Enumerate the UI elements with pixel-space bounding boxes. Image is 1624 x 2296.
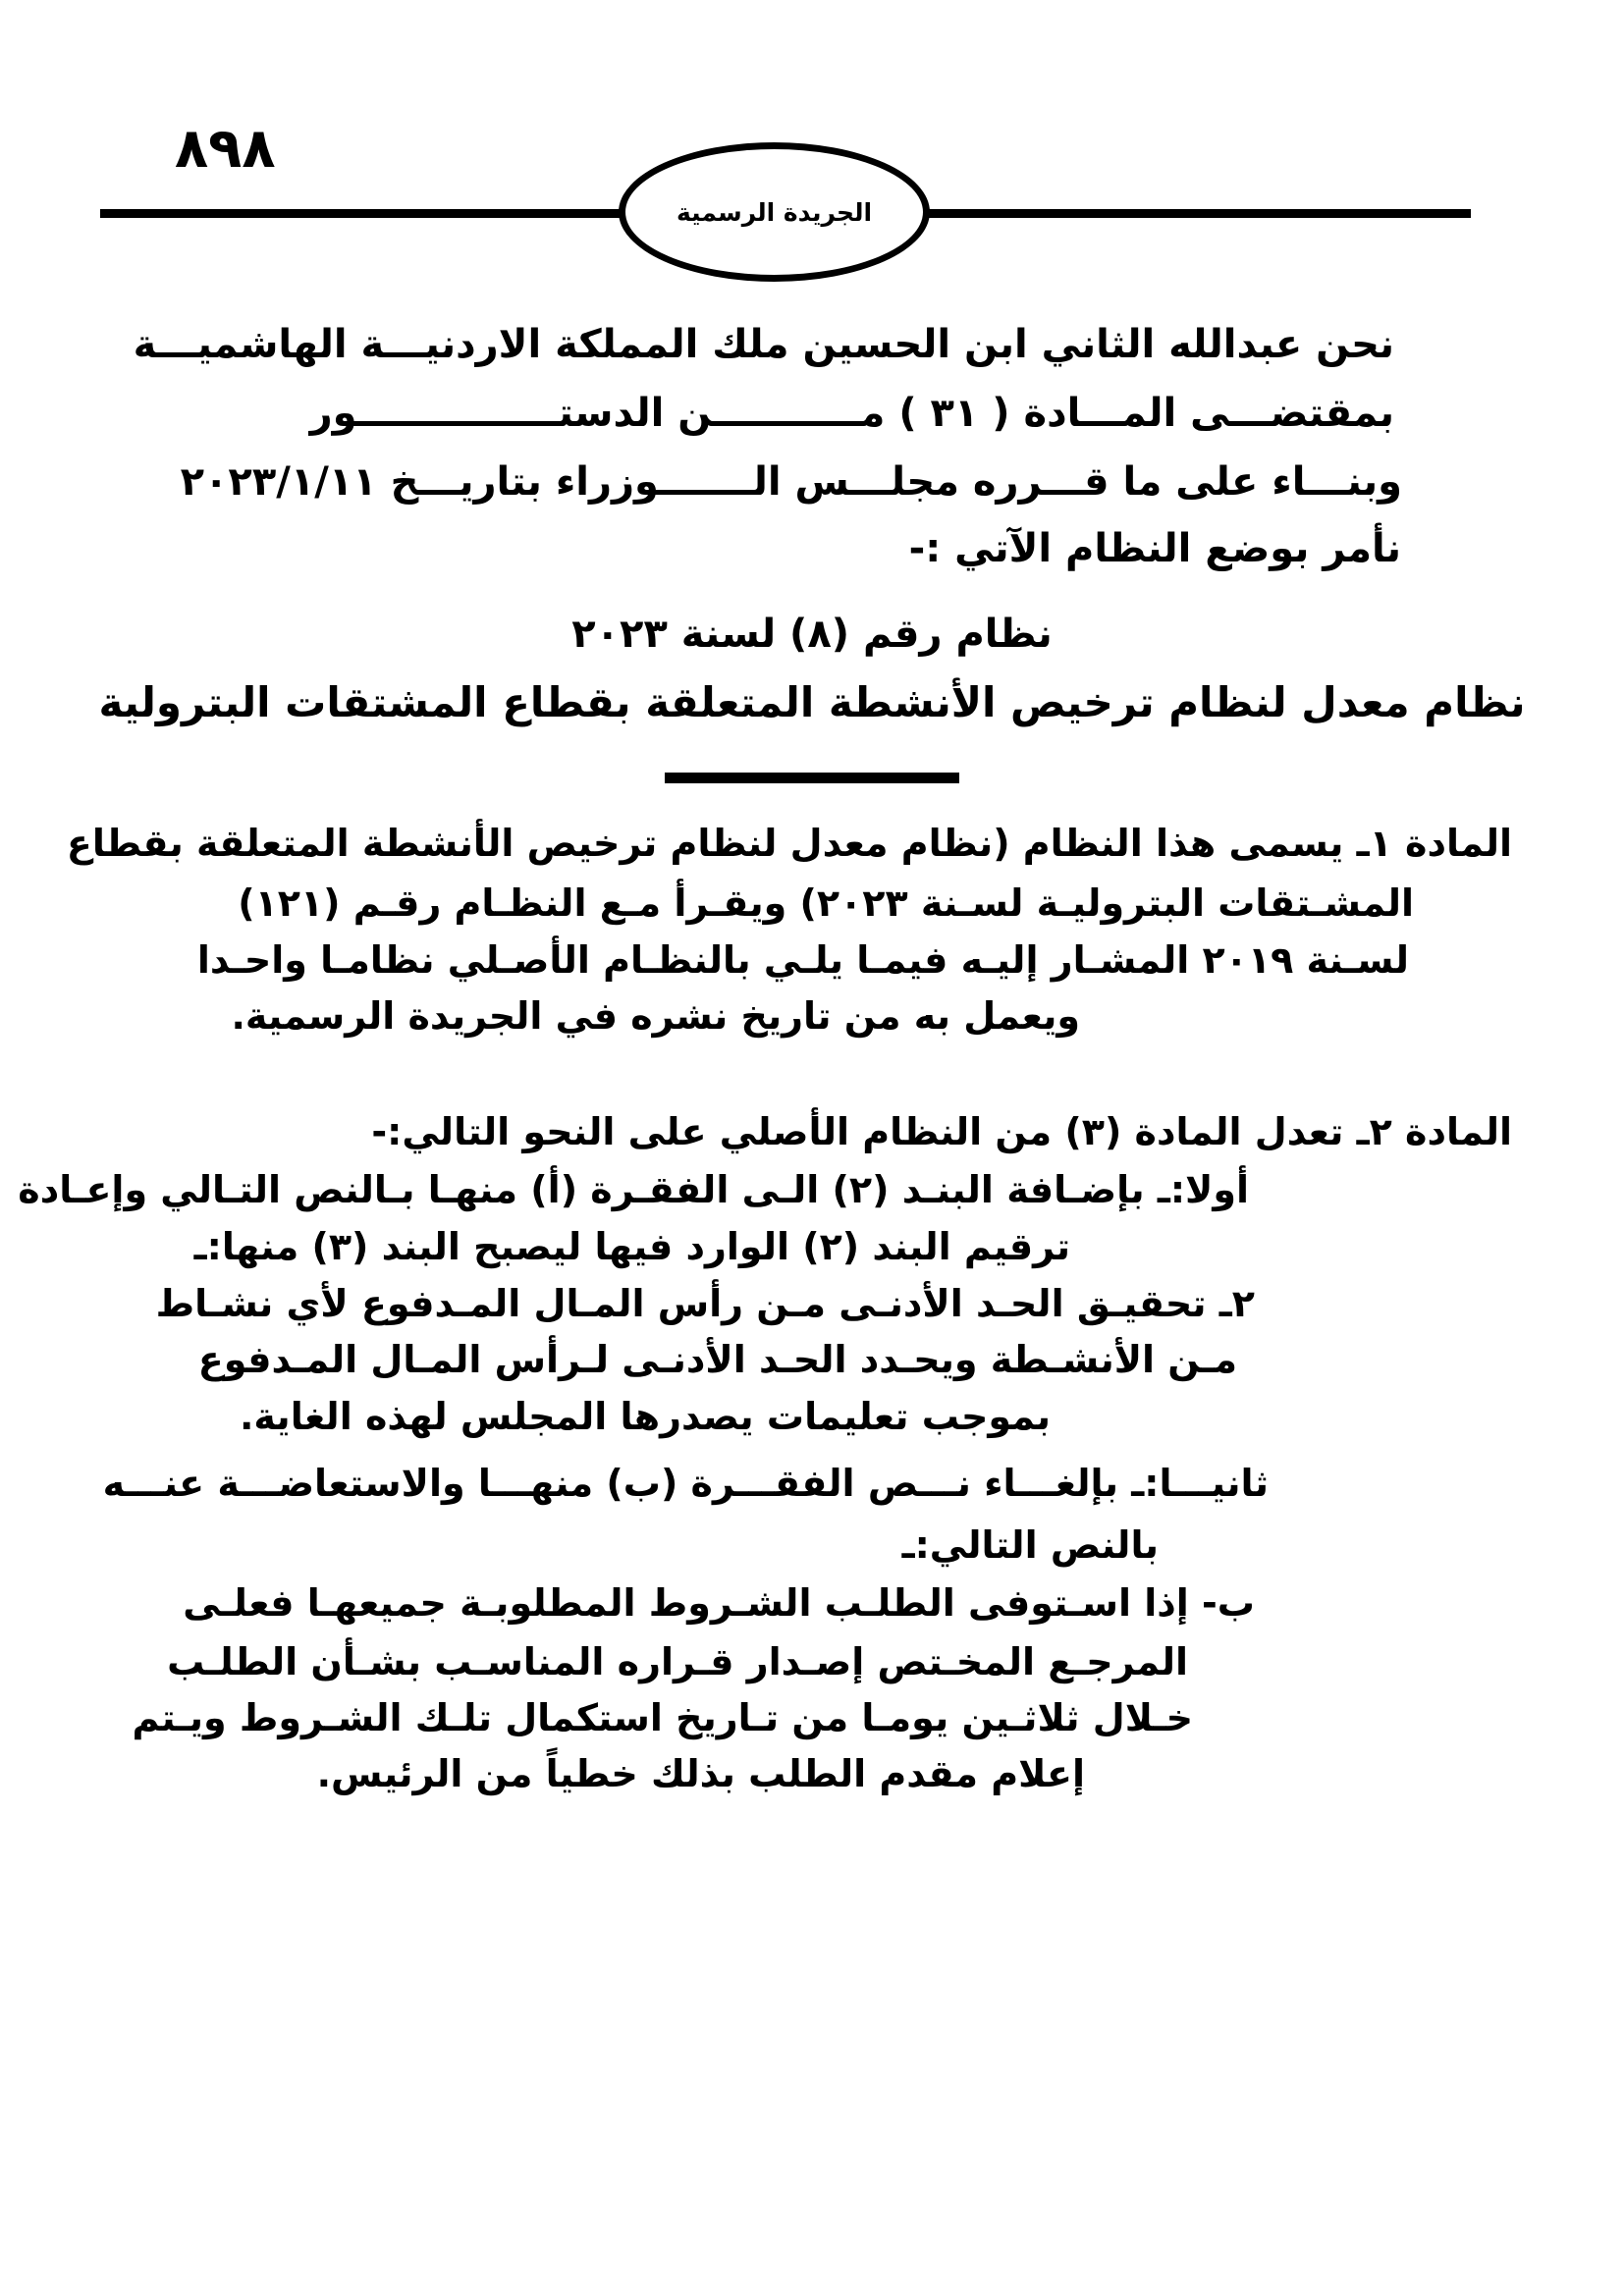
article2-second-line-2: بالنص التالي:ـ bbox=[901, 1523, 1159, 1567]
article1-line-2: المشـتقات البتروليـة لسـنة ٢٠٢٣) ويقـرأ مـع النظـام رقـم (١٢١) bbox=[238, 881, 1414, 925]
article2-intro: المادة ٢ـ تعدل المادة (٣) من النظام الأصلي على النحو التالي:- bbox=[371, 1110, 1512, 1153]
article1-line-1: المادة ١ـ يسمى هذا النظام (نظام معدل لنظام ترخيص الأنشطة المتعلقة بقطاع bbox=[66, 822, 1512, 865]
article2-first-line-2: ترقيم البند (٢) الوارد فيها ليصبح البند (٣) منها:ـ bbox=[193, 1225, 1070, 1268]
article2-first-line-1: أولا:ـ بإضـافة البنـد (٢) الـى الفقـرة (أ) منهـا بـالنص التـالي وإعـادة bbox=[18, 1168, 1249, 1211]
article2-clauseb-line-1: ب- إذا اسـتوفى الطلـب الشـروط المطلوبـة جميعهـا فعلـى bbox=[183, 1581, 1255, 1625]
article1-line-3: لسـنة ٢٠١٩ المشـار إليـه فيمـا يلـي بالنظـام الأصـلي نظامـا واحـدا bbox=[196, 938, 1409, 982]
article2-item2-line-3: بموجب تعليمات يصدرها المجلس لهذه الغاية. bbox=[239, 1395, 1051, 1438]
article1-line-4: ويعمل به من تاريخ نشره في الجريدة الرسمية. bbox=[231, 994, 1080, 1038]
title-divider bbox=[665, 773, 959, 783]
article2-item2-line-2: مـن الأنشـطة ويحـدد الحـد الأدنـى لـرأس المـال المـدفوع bbox=[197, 1338, 1237, 1381]
decree-title-line-1: نظام رقم (٨) لسنة ٢٠٢٣ bbox=[571, 612, 1053, 657]
article2-second-line-1: ثانيـــا:ـ بإلغـــاء نـــص الفقـــرة (ب) منهـــا والاستعاضـــة عنـــه bbox=[102, 1462, 1269, 1505]
article2-clauseb-line-4: إعلام مقدم الطلب بذلك خطياً من الرئيس. bbox=[316, 1752, 1085, 1795]
preamble-line-3: وبنـــاء على ما قـــرره مجلـــس الـــــــوزراء بتاريـــخ ٢٠٢٣/١/١١ bbox=[180, 459, 1402, 505]
preamble-line-1: نحن عبدالله الثاني ابن الحسين ملك المملكة الاردنيـــة الهاشميـــة bbox=[133, 322, 1394, 367]
preamble-line-4: نأمر بوضع النظام الآتي :- bbox=[908, 526, 1401, 571]
gazette-title: الجريدة الرسمية bbox=[676, 197, 873, 227]
article2-item2-line-1: ٢ـ تحقيـق الحـد الأدنـى مـن رأس المـال المـدفوع لأي نشـاط bbox=[155, 1282, 1255, 1325]
page-number: ٨٩٨ bbox=[175, 117, 276, 181]
article2-clauseb-line-3: خـلال ثلاثـين يومـا من تـاريخ استكمال تلـك الشـروط ويـتم bbox=[132, 1696, 1193, 1739]
gazette-seal-oval bbox=[619, 142, 930, 282]
article2-clauseb-line-2: المرجـع المخـتص إصـدار قـراره المناسـب بشـأن الطلـب bbox=[167, 1640, 1188, 1683]
preamble-line-2: بمقتضـــى المـــادة ( ٣١ ) مـــــــــــن الدستـــــــــــــــور bbox=[309, 391, 1394, 436]
decree-title-line-2: نظام معدل لنظام ترخيص الأنشطة المتعلقة بقطاع المشتقات البترولية bbox=[98, 678, 1526, 726]
